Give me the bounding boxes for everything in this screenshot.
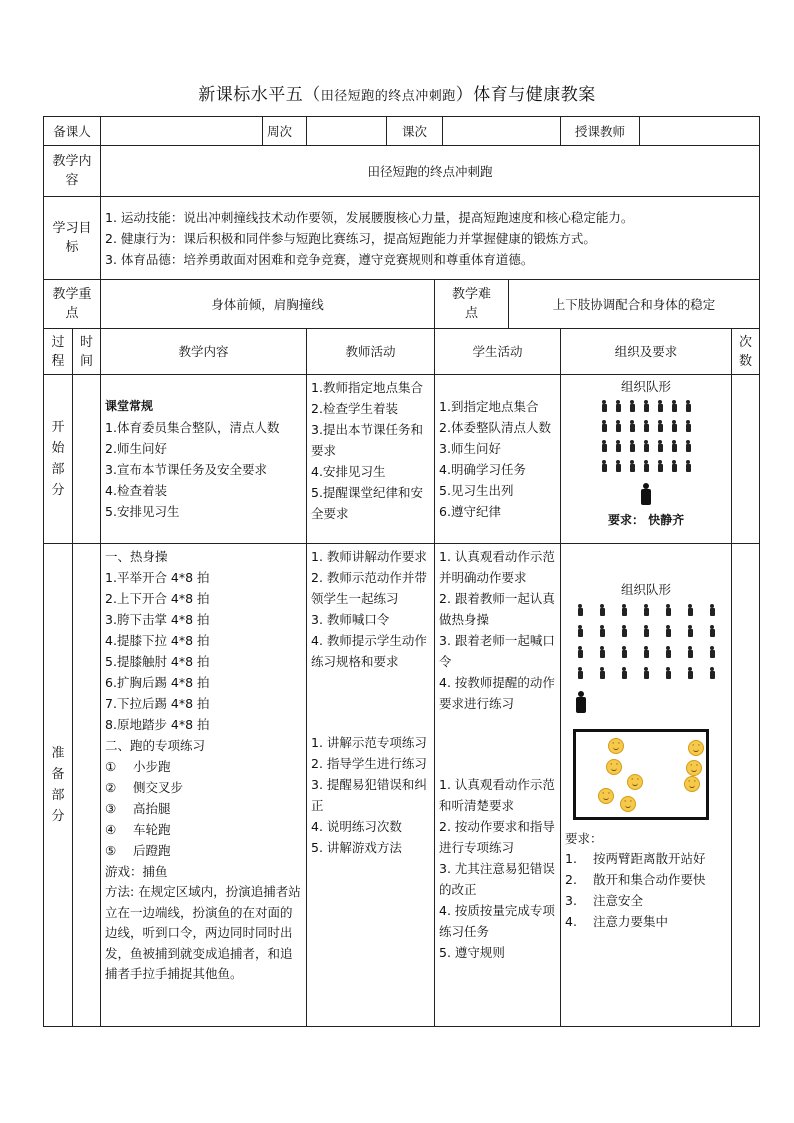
item-number: ① [105, 759, 117, 774]
student-figure-icon [686, 604, 695, 617]
student-figure-icon [628, 400, 637, 413]
item-text: 侧交叉步 [133, 780, 184, 795]
game-field [573, 729, 709, 820]
student-figure-icon [656, 440, 665, 453]
goal-item: 3. 体育品德：培养勇敢面对困难和竞争竞赛，遵守竞赛规则和尊重体育道德。 [105, 251, 534, 267]
student-figure-icon [576, 604, 585, 617]
start-formation [565, 400, 727, 473]
column-header-row [44, 329, 760, 375]
list-item [565, 869, 727, 890]
start-student-item: 3.师生问好 [439, 441, 501, 456]
student-figure-icon [656, 460, 665, 473]
lesson-plan-table [43, 116, 760, 1027]
student-figure-icon [598, 625, 607, 638]
list-item [105, 819, 302, 840]
lesson-prep-label: 备课人 [44, 117, 101, 146]
doc-title [0, 80, 794, 105]
smiley-face-icon [627, 774, 643, 790]
item-text: 注意力要集中 [593, 914, 669, 929]
student-figure-icon [620, 646, 629, 659]
smiley-face-icon [608, 738, 624, 754]
student-figure-icon [684, 460, 693, 473]
list-item [105, 777, 302, 798]
prep-org-figure [565, 546, 727, 829]
smiley-face-icon [620, 796, 636, 812]
student-figure-icon [598, 646, 607, 659]
start-count [732, 375, 760, 544]
list-item: 2. 跟着教师一起认真做热身操 [439, 591, 555, 627]
student-figure-icon [664, 646, 673, 659]
teacher-value[interactable] [640, 117, 760, 146]
student-figure-icon [664, 625, 673, 638]
student-figure-icon [670, 400, 679, 413]
start-teacher-item: 4.安排见习生 [311, 464, 386, 479]
list-item: 3. 跟着老师一起喊口令 [439, 633, 555, 669]
list-item: 6.扩胸后踢 4*8 拍 [105, 675, 210, 690]
game-method: 方法: 在规定区域内，扮演追捕者站立在一边端线，扮演鱼的在对面的边线，听到口令，两边同时同时出发，鱼被捕到就变成追捕者，和追捕者手拉手捕捉其他鱼。 [105, 884, 301, 981]
start-org-title: 组织队形 [621, 379, 672, 394]
student-figure-icon [708, 604, 717, 617]
list-item: 2.上下开合 4*8 拍 [105, 591, 210, 606]
start-teacher-figure [565, 483, 727, 505]
teacher-label: 授课教师 [561, 117, 640, 146]
student-figure-icon [684, 440, 693, 453]
start-content [101, 375, 307, 544]
title-end: ）体育与健康教案 [455, 85, 596, 105]
start-section-row [44, 375, 760, 544]
prep-req-title: 要求： [565, 831, 603, 846]
lesson-no-label: 课次 [387, 117, 443, 146]
prep-req-list [565, 848, 727, 932]
student-figure-icon [620, 625, 629, 638]
student-figure-icon [628, 460, 637, 473]
content-label: 教学内容 [44, 146, 101, 197]
student-figure-icon [614, 460, 623, 473]
student-figure-icon [576, 625, 585, 638]
student-figure-icon [614, 400, 623, 413]
list-item: 4. 按教师提醒的动作要求进行练习 [439, 675, 555, 711]
start-phase: 开始部分 [44, 375, 73, 544]
prep-section-row [44, 544, 760, 1027]
list-item: 3. 教师喊口令 [311, 612, 390, 627]
week-label: 周次 [263, 117, 307, 146]
item-number: 1. [565, 851, 577, 866]
student-figure-icon [642, 460, 651, 473]
prep-phase: 准备部分 [44, 544, 73, 1027]
content-row [44, 146, 760, 197]
student-figure-icon [628, 440, 637, 453]
student-figure-icon [642, 646, 651, 659]
prep-teacher-figure [575, 691, 587, 713]
student-figure-icon [598, 667, 607, 680]
student-figure-icon [614, 440, 623, 453]
start-teacher [307, 375, 435, 544]
key-row [44, 280, 760, 329]
prep-org-title: 组织队形 [621, 582, 672, 597]
goal-item: 1. 运动技能：说出冲刺撞线技术动作要领，发展腰腹核心力量，提高短跑速度和核心稳定能力。 [105, 209, 634, 225]
difficulty-label: 教学难点 [435, 280, 509, 329]
prep-student [435, 544, 561, 1027]
prep-org [561, 544, 732, 1027]
start-student-item: 6.遵守纪律 [439, 504, 501, 519]
list-item: 4.提膝下拉 4*8 拍 [105, 633, 210, 648]
goals-label: 学习目标 [44, 197, 101, 280]
list-item [565, 911, 727, 932]
list-item: 3. 提醒易犯错误和纠正 [311, 777, 427, 813]
student-figure-icon [642, 440, 651, 453]
student-figure-icon [628, 420, 637, 433]
prep-count [732, 544, 760, 1027]
student-figure-icon [642, 400, 651, 413]
week-value[interactable] [307, 117, 387, 146]
goal-item: 2. 健康行为：课后积极和同伴参与短跑比赛练习，提高短跑能力并掌握健康的锻炼方式。 [105, 230, 596, 246]
item-number: 2. [565, 872, 577, 887]
start-content-item: 3.宣布本节课任务及安全要求 [105, 462, 267, 477]
start-time [73, 375, 101, 544]
prep-time [73, 544, 101, 1027]
start-teacher-item: 1.教师指定地点集合 [311, 380, 423, 395]
list-item: 1. 教师讲解动作要求 [311, 549, 427, 564]
lesson-prep-value[interactable] [101, 117, 263, 146]
drill-list [105, 756, 302, 861]
student-figure-icon [684, 400, 693, 413]
teacher-figure-icon [640, 483, 652, 505]
item-number: 3. [565, 893, 577, 908]
student-figure-icon [708, 646, 717, 659]
student-figure-icon [620, 604, 629, 617]
list-item: 1.平举开合 4*8 拍 [105, 570, 210, 585]
student-figure-icon [670, 440, 679, 453]
item-text: 散开和集合动作要快 [593, 872, 706, 887]
student-figure-icon [620, 667, 629, 680]
item-number: ④ [105, 822, 117, 837]
start-content-item: 2.师生问好 [105, 441, 167, 456]
list-item: 3. 尤其注意易犯错误的改正 [439, 861, 555, 897]
prep-teacher [307, 544, 435, 1027]
student-figure-icon [600, 460, 609, 473]
list-item [565, 890, 727, 911]
item-text: 车轮跑 [133, 822, 171, 837]
list-item: 2. 按动作要求和指导进行专项练习 [439, 819, 555, 855]
list-item: 8.原地踏步 4*8 拍 [105, 717, 210, 732]
list-item: 2. 教师示范动作并带领学生一起练习 [311, 570, 427, 606]
list-item: 4. 教师提示学生动作练习规格和要求 [311, 633, 427, 669]
prep-teacher-list-a [311, 546, 430, 672]
start-student [435, 375, 561, 544]
student-figure-icon [670, 460, 679, 473]
list-item: 1. 认真观看动作示范和听清楚要求 [439, 777, 555, 813]
start-teacher-item: 2.检查学生着装 [311, 401, 398, 416]
start-content-title: 课堂常规 [105, 399, 154, 413]
student-figure-icon [576, 646, 585, 659]
prep-teacher-list-b [311, 732, 430, 858]
col-student: 学生活动 [435, 329, 561, 375]
list-item [105, 798, 302, 819]
student-figure-icon [664, 667, 673, 680]
header-row [44, 117, 760, 146]
list-item: 1. 讲解示范专项练习 [311, 735, 427, 750]
student-figure-icon [642, 604, 651, 617]
item-number: ⑤ [105, 843, 117, 858]
list-item: 5. 遵守规则 [439, 945, 505, 960]
prep-student-list-b [439, 774, 556, 963]
student-figure-icon [686, 646, 695, 659]
goals-row [44, 197, 760, 280]
item-number: ② [105, 780, 117, 795]
start-student-item: 1.到指定地点集合 [439, 399, 539, 414]
col-teacher: 教师活动 [307, 329, 435, 375]
list-item [105, 840, 302, 861]
key-label: 教学重点 [44, 280, 101, 329]
list-item [105, 756, 302, 777]
item-text: 小步跑 [133, 759, 171, 774]
student-figure-icon [642, 625, 651, 638]
student-figure-icon [670, 420, 679, 433]
list-item: 1. 认真观看动作示范并明确动作要求 [439, 549, 555, 585]
prep-student-list-a [439, 546, 556, 714]
student-figure-icon [600, 420, 609, 433]
lesson-no-value[interactable] [443, 117, 561, 146]
start-teacher-item: 5.提醒课堂纪律和安全要求 [311, 485, 423, 521]
student-figure-icon [686, 667, 695, 680]
drill-title: 二、跑的专项练习 [105, 738, 206, 753]
student-figure-icon [598, 604, 607, 617]
key-value: 身体前倾，肩胸撞线 [101, 280, 435, 329]
list-item: 7.下拉后踢 4*8 拍 [105, 696, 210, 711]
item-number: 4. [565, 914, 577, 929]
student-figure-icon [656, 420, 665, 433]
prep-formation [565, 604, 727, 680]
item-text: 后蹬跑 [133, 843, 171, 858]
start-org-requirement: 要求： 快静齐 [607, 513, 685, 527]
start-org [561, 375, 732, 544]
list-item: 2. 指导学生进行练习 [311, 756, 427, 771]
list-item: 4. 按质按量完成专项练习任务 [439, 903, 555, 939]
smiley-face-icon [598, 788, 614, 804]
student-figure-icon [686, 625, 695, 638]
list-item: 5.提膝触肘 4*8 拍 [105, 654, 210, 669]
col-time: 时间 [73, 329, 101, 375]
game-title: 游戏：捕鱼 [105, 864, 168, 879]
list-item: 3.胯下击掌 4*8 拍 [105, 612, 210, 627]
student-figure-icon [642, 667, 651, 680]
student-figure-icon [664, 604, 673, 617]
list-item: 4. 说明练习次数 [311, 819, 402, 834]
start-teacher-item: 3.提出本节课任务和要求 [311, 422, 423, 458]
list-item [565, 848, 727, 869]
col-count: 次数 [732, 329, 760, 375]
student-figure-icon [576, 667, 585, 680]
start-student-item: 4.明确学习任务 [439, 462, 526, 477]
start-content-item: 4.检查着装 [105, 483, 167, 498]
prep-content [101, 544, 307, 1027]
warmup-title: 一、热身操 [105, 549, 168, 564]
smiley-face-icon [606, 759, 622, 775]
smiley-face-icon [688, 740, 704, 756]
student-figure-icon [600, 440, 609, 453]
student-figure-icon [656, 400, 665, 413]
start-student-item: 2.体委整队清点人数 [439, 420, 551, 435]
list-item: 5. 讲解游戏方法 [311, 840, 402, 855]
item-number: ③ [105, 801, 117, 816]
student-figure-icon [708, 625, 717, 638]
item-text: 按两臂距离散开站好 [593, 851, 706, 866]
item-text: 注意安全 [593, 893, 644, 908]
item-text: 高抬腿 [133, 801, 171, 816]
col-org: 组织及要求 [561, 329, 732, 375]
start-content-item: 1.体育委员集合整队，清点人数 [105, 420, 280, 435]
col-content: 教学内容 [101, 329, 307, 375]
student-figure-icon [642, 420, 651, 433]
student-figure-icon [600, 400, 609, 413]
start-content-item: 5.安排见习生 [105, 504, 180, 519]
student-figure-icon [684, 420, 693, 433]
title-main: 新课标水平五（ [198, 85, 321, 105]
teacher-figure-icon [575, 691, 587, 713]
smiley-face-icon [684, 776, 700, 792]
title-sub: 田径短跑的终点冲刺跑 [320, 89, 456, 104]
col-process: 过程 [44, 329, 73, 375]
student-figure-icon [708, 667, 717, 680]
student-figure-icon [614, 420, 623, 433]
difficulty-value: 上下肢协调配合和身体的稳定 [509, 280, 760, 329]
goals-list [101, 197, 760, 280]
start-student-item: 5.见习生出列 [439, 483, 514, 498]
content-value: 田径短跑的终点冲刺跑 [101, 146, 760, 197]
warmup-list [105, 567, 302, 735]
